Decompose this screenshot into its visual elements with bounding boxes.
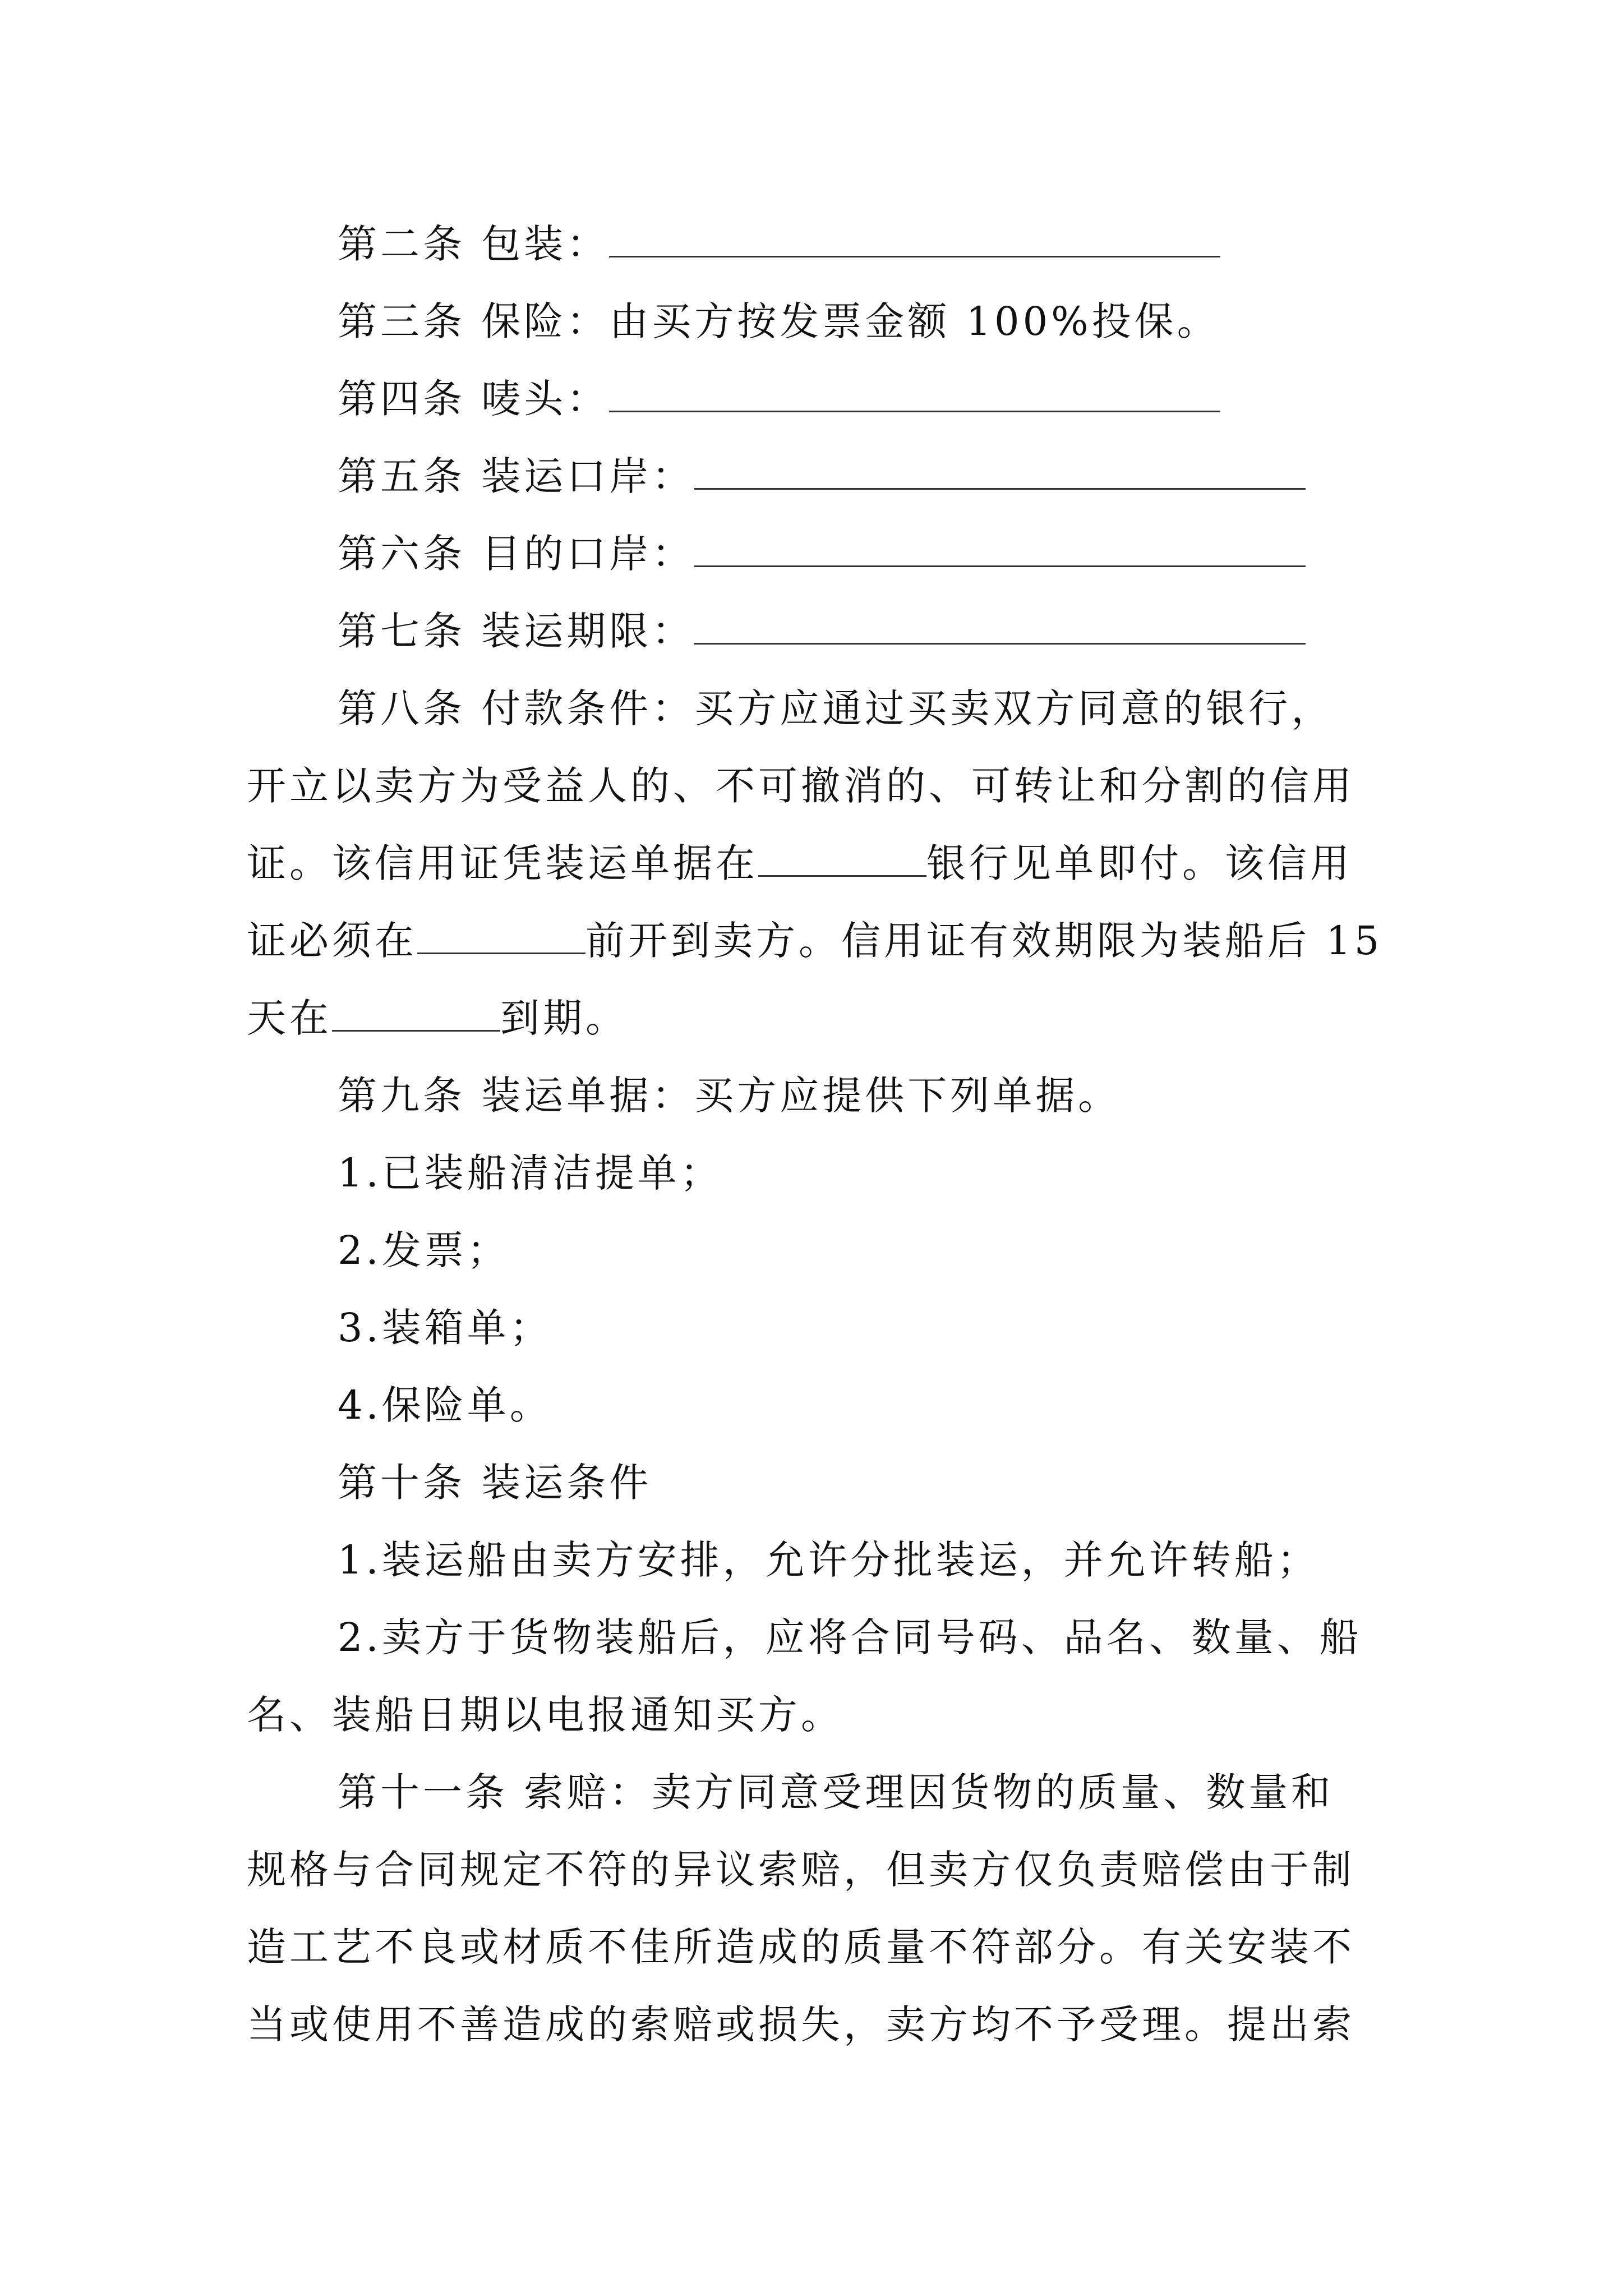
clause-8-text-3b: 银行见单即付。该信用 xyxy=(926,840,1353,886)
clause-8-text-2: 开立以卖方为受益人的、不可撤消的、可转让和分割的信用 xyxy=(247,763,1355,809)
clause-5-label: 第五条 装运口岸： xyxy=(338,453,695,499)
marks-blank[interactable] xyxy=(609,377,1220,412)
open-date-blank[interactable] xyxy=(417,919,585,954)
clause-8-text-4a: 证必须在 xyxy=(247,918,417,964)
clause-10-text: 第十条 装运条件 xyxy=(338,1460,652,1506)
clause-8-text-5b: 到期。 xyxy=(500,995,628,1041)
clause-9-heading xyxy=(247,1057,1385,1134)
doc-item-1-text: 1.已装船清洁提单； xyxy=(338,1150,723,1196)
clause-6-label: 第六条 目的口岸： xyxy=(338,531,695,577)
clause-4-marks xyxy=(247,360,1385,438)
doc-item-2-text: 2.发票； xyxy=(338,1227,510,1273)
clause-11-text-4: 当或使用不善造成的索赔或损失，卖方均不予受理。提出索 xyxy=(247,2001,1355,2047)
shipping-item-2-cont-text: 名、装船日期以电报通知买方。 xyxy=(247,1692,843,1738)
clause-7-label: 第七条 装运期限： xyxy=(338,608,695,654)
clause-5-loading-port xyxy=(247,438,1385,515)
clause-8-line-2 xyxy=(247,747,1385,825)
clause-8-line-1 xyxy=(247,670,1385,747)
clause-7-shipment-period xyxy=(247,592,1385,670)
shipping-item-2 xyxy=(247,1599,1385,1676)
clause-2-packing xyxy=(247,205,1385,283)
clause-11-text-2: 规格与合同规定不符的异议索赔，但卖方仅负责赔偿由于制 xyxy=(247,1847,1355,1893)
clause-8-text-5a: 天在 xyxy=(247,995,332,1041)
clause-8-line-5 xyxy=(247,979,1385,1057)
clause-8-text-1: 第八条 付款条件：买方应通过买卖双方同意的银行， xyxy=(338,685,1334,731)
shipping-item-2-text: 2.卖方于货物装船后，应将合同号码、品名、数量、船 xyxy=(338,1614,1362,1660)
shipping-item-1-text: 1.装运船由卖方安排，允许分批装运，并允许转船； xyxy=(338,1537,1320,1583)
clause-11-line-3 xyxy=(247,1908,1385,1986)
shipping-item-1 xyxy=(247,1521,1385,1599)
clause-11-line-2 xyxy=(247,1831,1385,1908)
clause-4-label: 第四条 唛头： xyxy=(338,376,610,422)
clause-3-insurance xyxy=(247,283,1385,360)
clause-8-line-4 xyxy=(247,902,1385,979)
destination-port-blank[interactable] xyxy=(694,532,1306,567)
clause-2-label: 第二条 包装： xyxy=(338,221,610,267)
doc-item-4 xyxy=(247,1366,1385,1444)
packing-blank[interactable] xyxy=(609,222,1220,257)
clause-8-text-3a: 证。该信用证凭装运单据在 xyxy=(247,840,758,886)
doc-item-2 xyxy=(247,1212,1385,1289)
clause-11-text-3: 造工艺不良或材质不佳所造成的质量不符部分。有关安装不 xyxy=(247,1924,1355,1970)
clause-9-text: 第九条 装运单据：买方应提供下列单据。 xyxy=(338,1073,1121,1119)
shipping-item-2-cont xyxy=(247,1676,1385,1754)
clause-8-line-3 xyxy=(247,825,1385,902)
loading-port-blank[interactable] xyxy=(694,454,1306,490)
doc-item-4-text: 4.保险单。 xyxy=(338,1382,552,1428)
clause-6-destination-port xyxy=(247,515,1385,592)
contract-text xyxy=(247,205,1385,2063)
expiry-place-blank[interactable] xyxy=(332,996,500,1032)
clause-11-line-1 xyxy=(247,1754,1385,1831)
clause-3-text: 第三条 保险：由买方按发票金额 100%投保。 xyxy=(338,298,1220,344)
clause-8-text-4b: 前开到卖方。信用证有效期限为装船后 15 xyxy=(585,918,1383,964)
clause-11-line-4 xyxy=(247,1986,1385,2063)
shipment-period-blank[interactable] xyxy=(694,609,1306,645)
doc-item-3 xyxy=(247,1289,1385,1366)
clause-11-text-1: 第十一条 索赔：卖方同意受理因货物的质量、数量和 xyxy=(338,1769,1334,1815)
clause-10-heading xyxy=(247,1444,1385,1521)
bank-blank[interactable] xyxy=(758,841,926,877)
doc-item-3-text: 3.装箱单； xyxy=(338,1305,552,1351)
doc-item-1 xyxy=(247,1134,1385,1212)
